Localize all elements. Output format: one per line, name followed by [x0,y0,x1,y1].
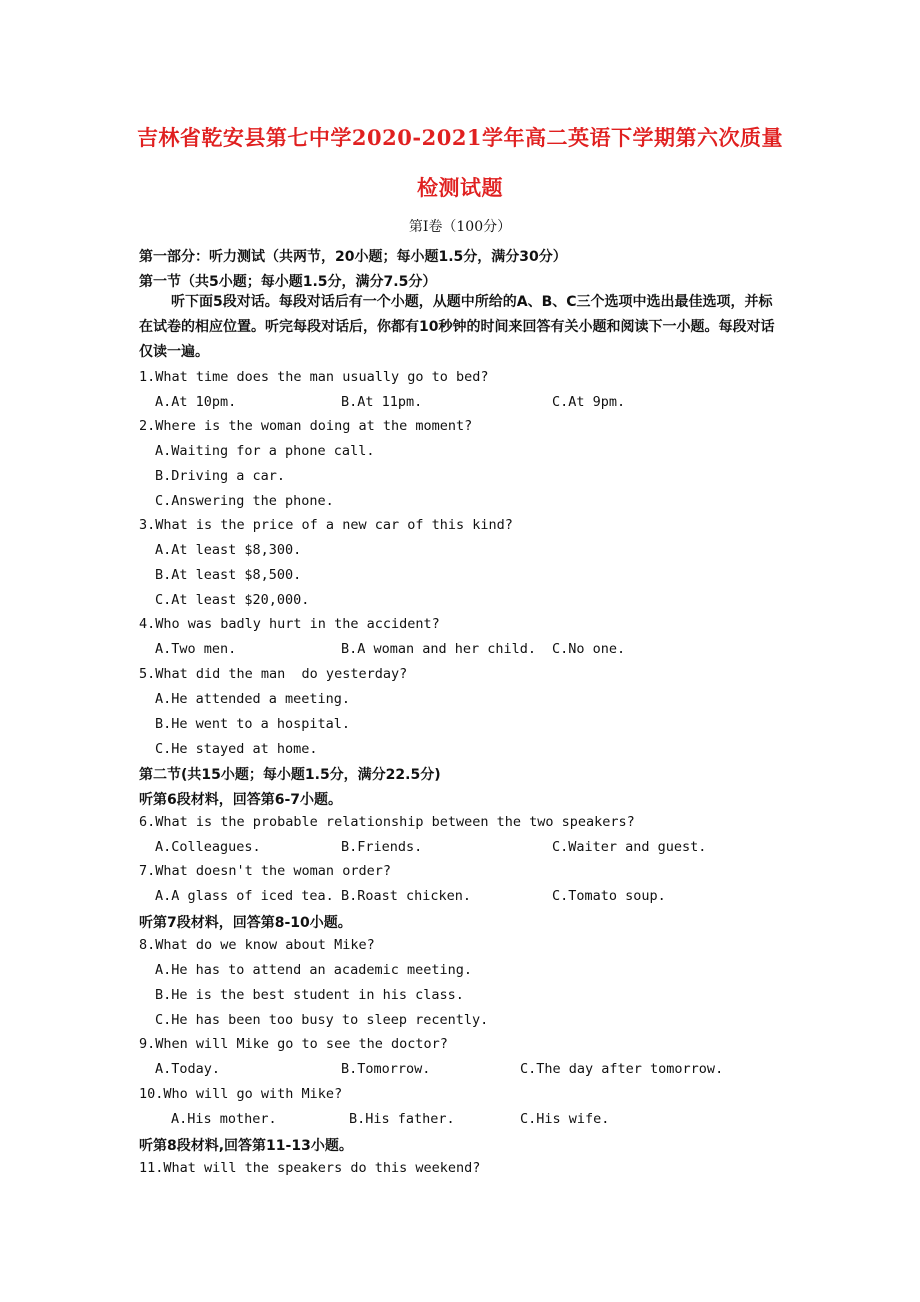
q5-option-a: A.He attended a meeting. [155,691,351,707]
q3-option-b: B.At least $8,500. [155,567,302,583]
q7-stem: 7.What doesn't the woman order? [139,863,391,879]
material6-heading: 听第6段材料，回答第6-7小题。 [139,792,343,808]
q4-option-c: C.No one. [552,641,626,657]
q7-option-c: C.Tomato soup. [552,888,666,904]
q10-option-a: A.His mother. [171,1111,277,1127]
q9-stem: 9.When will Mike go to see the doctor? [139,1036,448,1052]
q4-stem: 4.Who was badly hurt in the accident? [139,616,440,632]
section1-heading: 第一节（共5小题；每小题1.5分，满分7.5分） [139,274,437,290]
part1-heading: 第一部分：听力测试（共两节，20小题；每小题1.5分，满分30分） [139,249,567,265]
q3-option-c: C.At least $20,000. [155,592,310,608]
q1-option-c: C.At 9pm. [552,394,626,410]
q2-option-b: B.Driving a car. [155,468,286,484]
volume-heading: 第Ⅰ卷（100分） [408,219,512,235]
q8-option-b: B.He is the best student in his class. [155,987,464,1003]
q1-option-b: B.At 11pm. [341,394,423,410]
q4-option-b: B.A woman and her child. [341,641,537,657]
q6-option-a: A.Colleagues. [155,839,261,855]
q6-stem: 6.What is the probable relationship between the two speakers? [139,814,635,830]
q1-option-a: A.At 10pm. [155,394,237,410]
q10-stem: 10.Who will go with Mike? [139,1086,343,1102]
q9-option-c: C.The day after tomorrow. [520,1061,724,1077]
q6-option-c: C.Waiter and guest. [552,839,707,855]
q8-option-a: A.He has to attend an academic meeting. [155,962,472,978]
q10-option-b: B.His father. [349,1111,455,1127]
q7-option-b: B.Roast chicken. [341,888,472,904]
material8-heading: 听第8段材料,回答第11-13小题。 [139,1138,353,1154]
q2-option-a: A.Waiting for a phone call. [155,443,375,459]
q3-option-a: A.At least $8,300. [155,542,302,558]
q9-option-b: B.Tomorrow. [341,1061,431,1077]
q8-stem: 8.What do we know about Mike? [139,937,375,953]
q5-stem: 5.What did the man do yesterday? [139,666,408,682]
q10-option-c: C.His wife. [520,1111,610,1127]
q2-stem: 2.Where is the woman doing at the moment? [139,418,473,434]
instructions: 听下面5段对话。每段对话后有一个小题，从题中所给的A、B、C三个选项中选出最佳选项，并标在试卷的相应位置。听完每段对话后，你都有10秒钟的时间来回答有关小题和阅读下一小题。每段对话仅读一遍。 [139,294,775,360]
q3-stem: 3.What is the price of a new car of this kind? [139,517,513,533]
q2-option-c: C.Answering the phone. [155,493,334,509]
doc-title-line1: 吉林省乾安县第七中学2020-2021学年高二英语下学期第六次质量 [136,125,784,150]
q4-option-a: A.Two men. [155,641,237,657]
q6-option-b: B.Friends. [341,839,423,855]
q1-stem: 1.What time does the man usually go to bed? [139,369,489,385]
q11-stem: 11.What will the speakers do this weekend? [139,1160,481,1176]
q7-option-a: A.A glass of iced tea. [155,888,334,904]
material7-heading: 听第7段材料，回答第8-10小题。 [139,915,352,931]
section2-heading: 第二节(共15小题；每小题1.5分，满分22.5分) [139,767,441,783]
q8-option-c: C.He has been too busy to sleep recently. [155,1012,489,1028]
q9-option-a: A.Today. [155,1061,221,1077]
q5-option-c: C.He stayed at home. [155,741,318,757]
doc-title-line2: 检测试题 [417,175,503,200]
q5-option-b: B.He went to a hospital. [155,716,351,732]
